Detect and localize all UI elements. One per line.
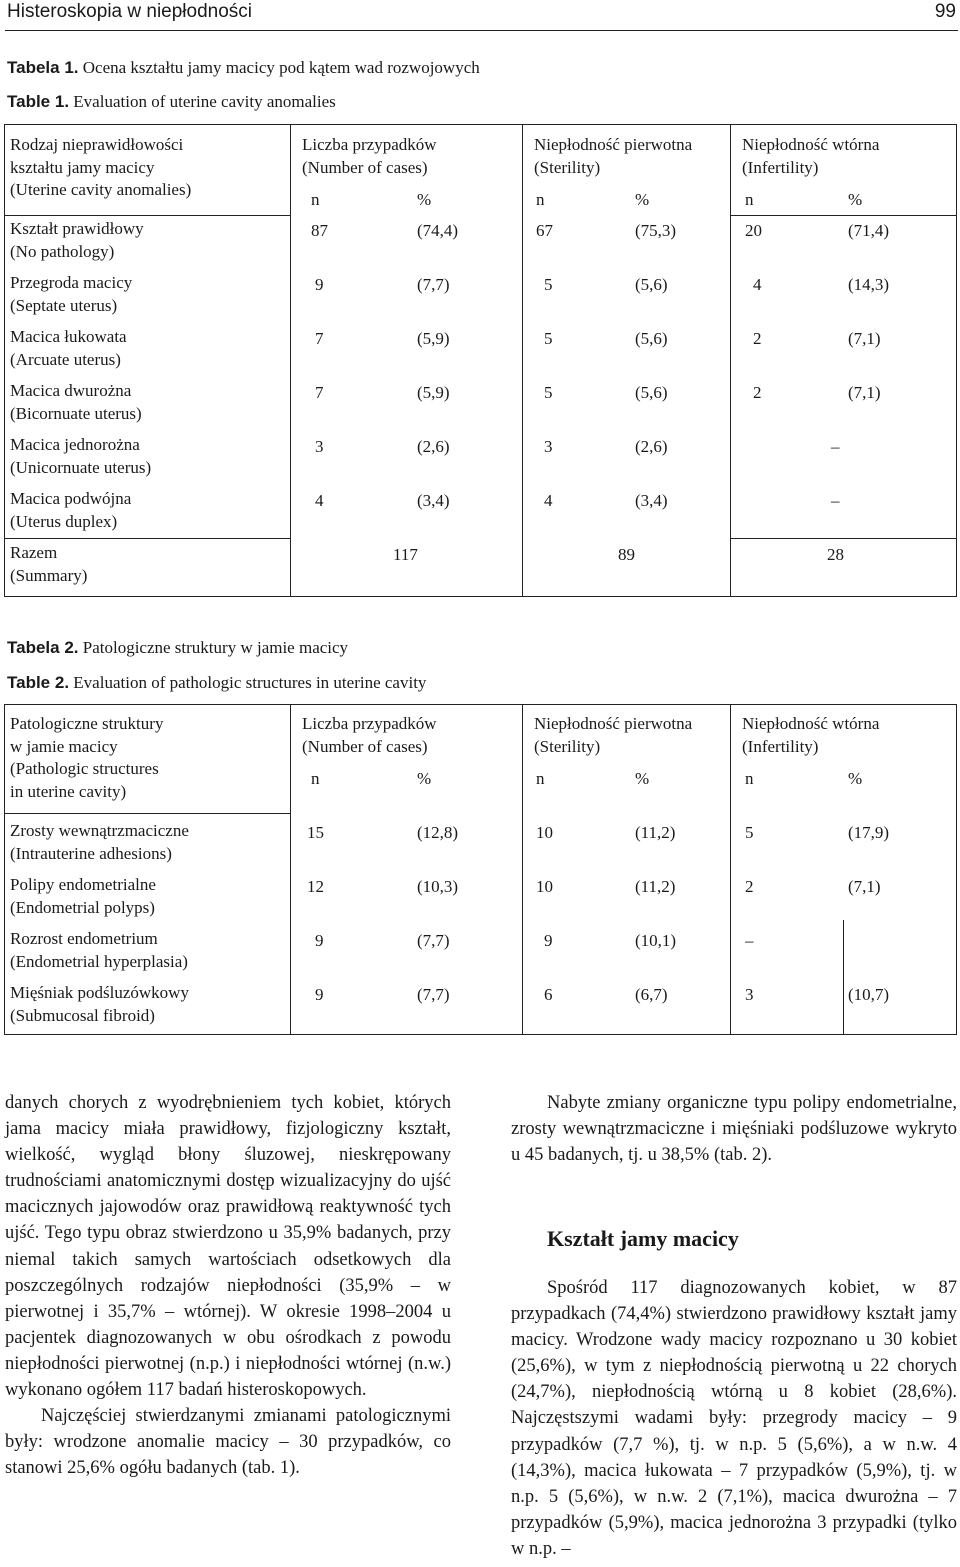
total-label-line: Razem [10,543,58,562]
cell-value: (7,7) [417,985,450,1004]
cell-value: 5 [544,329,553,348]
cell-dash: – [831,437,840,456]
table1-label-pl: Tabela 1. [7,58,79,77]
cell-value: (7,7) [417,931,450,950]
row-label [10,380,142,425]
cell-value: (74,4) [417,221,459,240]
cell-value: (11,2) [635,877,676,896]
header-line: (Number of cases) [302,736,428,756]
cell-value: 12 [307,877,324,896]
total-sterility: 89 [618,545,635,564]
row-label-line: (Submucosal fibroid) [10,1005,155,1025]
cell-value: (7,1) [848,329,881,348]
page-number: 99 [934,1,956,22]
cell-value: (5,6) [635,329,668,348]
cell-value: 87 [311,221,328,240]
cell-value: 10 [536,877,553,896]
cell-value: 67 [536,221,553,240]
running-title: Histeroskopia w niepłodności [7,1,253,22]
row-label-line: Zrosty wewnątrzmaciczne [10,821,189,840]
row-label-line: (Endometrial hyperplasia) [10,951,188,971]
row-label-line: (Unicornuate uterus) [10,457,152,477]
row-label [10,928,188,973]
subheader-n: n [745,769,754,788]
table2-caption-en [7,673,426,693]
header-line: Rodzaj nieprawidłowości [10,135,184,154]
subheader-percent: % [848,769,863,788]
cell-value: (10,3) [417,877,459,896]
cell-value: 9 [315,275,324,294]
subheader-n: n [745,190,754,209]
header-divider [5,813,290,814]
cell-value: (17,9) [848,823,890,842]
cell-value: (2,6) [417,437,450,456]
table1-title-en: Evaluation of uterine cavity anomalies [73,92,336,111]
cell-value: 2 [753,329,762,348]
row-label-line: Macica dwurożna [10,381,132,400]
cell-value: (14,3) [848,275,890,294]
cell-value: 2 [745,877,754,896]
header-line: Patologiczne struktury [10,714,164,733]
header-line: kształtu jamy macicy [10,157,155,177]
cell-value: 5 [745,823,754,842]
cell-value: (10,7) [848,985,890,1004]
row-label [10,272,132,317]
cell-value: (10,1) [635,931,677,950]
header-type [10,713,163,803]
cell-value: (75,3) [635,221,677,240]
cell-value: (3,4) [417,491,450,510]
header-line: (Sterility) [534,157,601,177]
cell-value: 7 [315,383,324,402]
header-line: Liczba przypadków [302,714,437,733]
row-label [10,982,189,1027]
subheader-n: n [311,769,320,788]
row-label [10,874,156,919]
cell-dash: – [831,491,840,510]
table1-caption-en [7,92,336,112]
table-2 [4,704,957,1035]
column-divider [730,705,731,1034]
row-label-line: (Endometrial polyps) [10,897,155,917]
paragraph: Spośród 117 diagnozowanych kobiet, w 87 przypadkach (74,4%) stwierdzono prawidłowy kształt jamy macicy. Wrodzone wady macicy rozpoznano u 30 kobiet (25,6%), w tym z niepłodnością pierwotną u 22 chorych (24,7%), niepłodnością wtórną u 8 kobiet (28,6%). Najczęstszymi wadami były: przegrody macicy – 9 przypadków (7,7 %), tj. w n.p. 5 (5,6%), a w n.w. 4 (14,3%), macica łukowata – 7 przypadków (5,9%), tj. w n.p. 5 (5,6%), w n.w. 2 (7,1%), macica dwurożna – 7 przypadków (5,9%), macica jednorożna 3 przypadki (tylko w n.p. – [511,1278,957,1559]
table1-title-pl: Ocena kształtu jamy macicy pod kątem wad rozwojowych [82,58,480,77]
header-line: (Number of cases) [302,157,428,177]
header-line: Liczba przypadków [302,135,437,154]
table2-title-pl: Patologiczne struktury w jamie macicy [82,638,349,657]
header-infertility [742,713,879,758]
total-divider [5,538,290,539]
header-line: Niepłodność pierwotna [534,714,693,733]
row-label [10,488,131,533]
header-line: (Uterine cavity anomalies) [10,180,192,199]
section-heading: Kształt jamy macicy [547,1226,739,1251]
row-label-line: Polipy endometrialne [10,875,156,894]
cell-value: 5 [544,383,553,402]
subheader-percent: % [417,769,432,788]
table2-label-pl: Tabela 2. [7,638,79,657]
row-label-line: (Arcuate uterus) [10,349,121,369]
cell-value: 5 [544,275,553,294]
cell-value: (5,6) [635,275,668,294]
column-divider [290,125,291,596]
table1-label-en: Table 1. [7,92,70,111]
column-divider [290,705,291,1034]
total-infertility: 28 [827,545,844,564]
cell-value: (5,9) [417,329,450,348]
cell-value: 9 [315,931,324,950]
subheader-percent: % [417,190,432,209]
column-divider [522,125,523,596]
total-divider [730,538,957,539]
row-label-line: (Intrauterine adhesions) [10,843,172,863]
column-divider [522,705,523,1034]
cell-value: 9 [544,931,553,950]
cell-value: (7,7) [417,275,450,294]
table2-caption-pl [7,638,348,658]
cell-value: 3 [544,437,553,456]
cell-value: 15 [307,823,324,842]
column-divider [843,920,844,1034]
header-divider [730,215,957,216]
cell-value: 10 [536,823,553,842]
cell-value: (5,6) [635,383,668,402]
cell-value: 4 [315,491,324,510]
row-label [10,218,144,263]
header-line: Niepłodność wtórna [742,135,880,154]
header-sterility [534,134,692,179]
row-label-line: Mięśniak podśluzówkowy [10,983,189,1002]
header-sterility [534,713,692,758]
body-left-column [5,1090,451,1481]
cell-value: 4 [753,275,762,294]
table2-title-en: Evaluation of pathologic structures in uterine cavity [73,673,427,692]
body-right-column [511,1090,957,1168]
cell-value: 2 [753,383,762,402]
header-line: Niepłodność wtórna [742,714,880,733]
row-label [10,434,151,479]
paragraph: danych chorych z wyodrębnieniem tych kobiet, których jama macicy miała prawidłowy, fizjologiczny kształt, wielkość, wygląd błony śluzowej, nieskrępowany trudnościami anatomicznymi dostęp wizualizacyjny do ujść macicznych jajowodów oraz prawidłową reaktywność tych ujść. Tego typu obraz stwierdzono u 35,9% badanych, przy niemal takich samych wartościach odsetkowych dla poszczególnych rodzajów niepłodności (35,9% – w pierwotnej i 35,7% – wtórnej). W okresie 1998–2004 u pacjentek diagnozowanych w obu ośrodkach z powodu niepłodności pierwotnej (n.p.) i niepłodności wtórnej (n.w.) wykonano ogółem 117 badań histeroskopowych. [5,1093,451,1401]
header-infertility [742,134,879,179]
cell-value: 7 [315,329,324,348]
header-cases [302,713,437,758]
header-line: in uterine cavity) [10,781,127,801]
cell-value: (5,9) [417,383,450,402]
header-divider [5,215,290,216]
row-label-line: Macica jednorożna [10,435,140,454]
table1-caption-pl [7,58,480,78]
row-label-line: Macica łukowata [10,327,127,346]
total-cases: 117 [393,545,418,564]
cell-value: 3 [745,985,754,1004]
cell-value: (71,4) [848,221,890,240]
header-line: w jamie macicy [10,736,118,756]
header-line: (Infertility) [742,736,819,756]
row-label-line: (Uterus duplex) [10,511,118,531]
cell-value: 4 [544,491,553,510]
subheader-percent: % [635,190,650,209]
header-cases [302,134,437,179]
subheader-n: n [536,769,545,788]
row-label-line: (Septate uterus) [10,295,118,315]
row-label-line: Kształt prawidłowy [10,219,144,238]
header-line: (Infertility) [742,157,819,177]
header-line: (Sterility) [534,736,601,756]
table-1 [4,124,957,597]
row-label [10,326,127,371]
subheader-percent: % [635,769,650,788]
cell-value: 9 [315,985,324,1004]
column-divider [730,125,731,596]
table2-label-en: Table 2. [7,673,70,692]
row-label-line: Macica podwójna [10,489,132,508]
cell-value: (7,1) [848,383,881,402]
cell-value: (2,6) [635,437,668,456]
row-label-line: Przegroda macicy [10,273,133,292]
cell-value: 6 [544,985,553,1004]
row-label [10,820,189,865]
cell-value: (6,7) [635,985,668,1004]
running-header [5,0,958,31]
subheader-percent: % [848,190,863,209]
cell-value: (7,1) [848,877,881,896]
cell-value: (3,4) [635,491,668,510]
cell-dash: – [745,931,754,950]
header-line: (Pathologic structures [10,759,159,778]
paragraph: Najczęściej stwierdzanymi zmianami patologicznymi były: wrodzone anomalie macicy – 30 przypadków, co stanowi 25,6% ogółu badanych (tab. 1). [5,1406,451,1479]
cell-value: 3 [315,437,324,456]
total-label-line: (Summary) [10,565,88,585]
subheader-n: n [311,190,320,209]
body-right-column-continued [511,1275,957,1562]
row-label-line: Rozrost endometrium [10,929,158,948]
cell-value: (12,8) [417,823,459,842]
subheader-n: n [536,190,545,209]
row-label-line: (No pathology) [10,241,115,261]
header-type [10,134,191,202]
total-label [10,542,87,587]
cell-value: 20 [745,221,762,240]
cell-value: (11,2) [635,823,676,842]
header-line: Niepłodność pierwotna [534,135,693,154]
row-label-line: (Bicornuate uterus) [10,403,142,423]
paragraph: Nabyte zmiany organiczne typu polipy endometrialne, zrosty wewnątrzmaciczne i mięśniaki podśluzowe wykryto u 45 badanych, tj. u 38,5% (tab. 2). [511,1093,957,1166]
